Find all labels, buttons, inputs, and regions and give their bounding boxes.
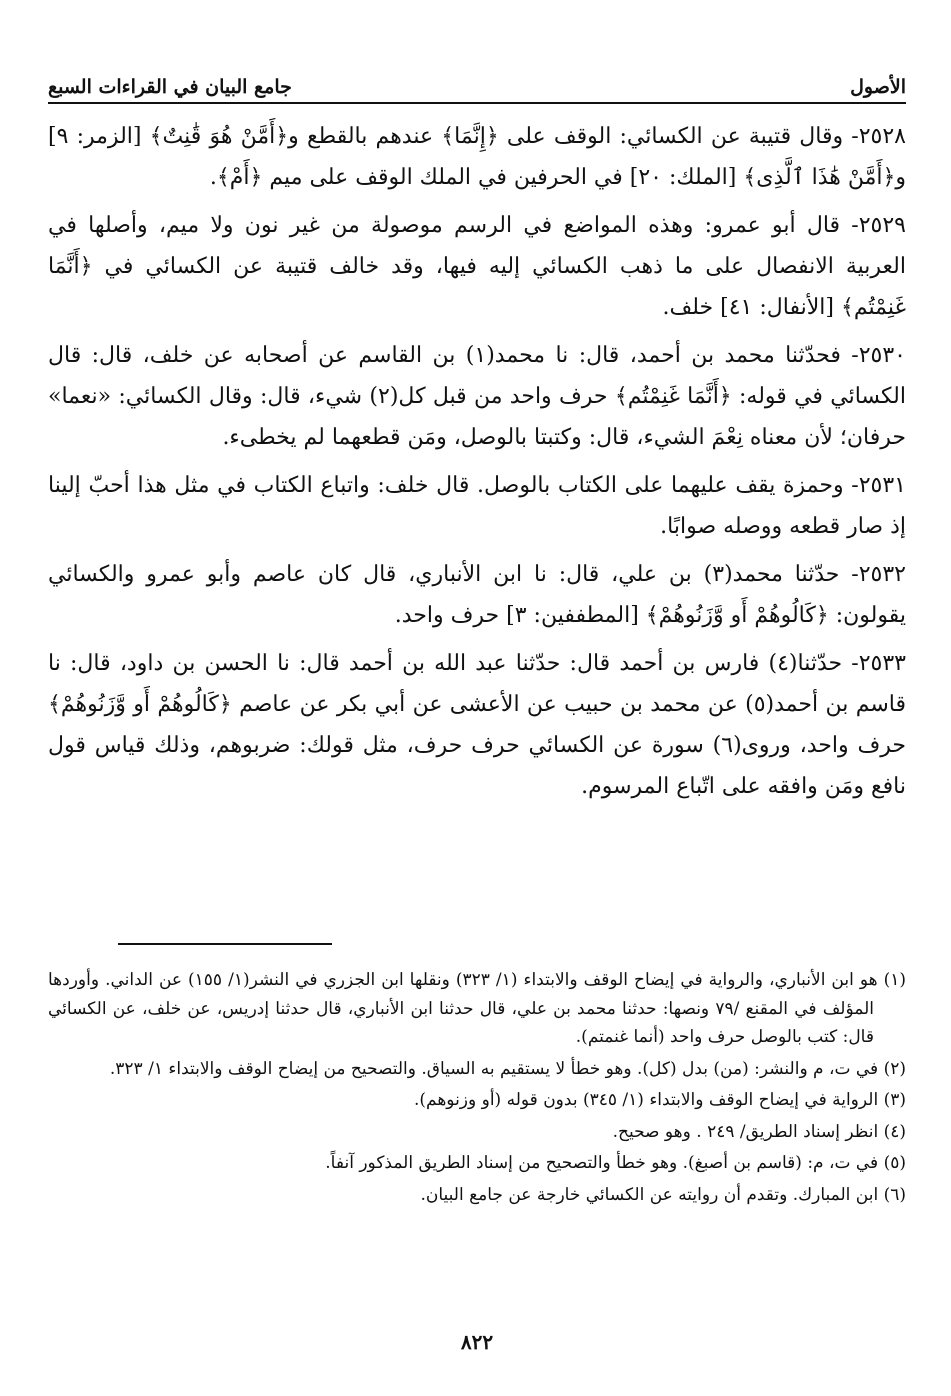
paragraph-2529: ٢٥٢٩- قال أبو عمرو: وهذه المواضع في الرسم موصولة من غير نون ولا ميم، وأصلها في العربية الانفصال على ما ذهب الكسائي إليه فيها، وقد خالف قتيبة عن الكسائي في ﴿أَنَّمَا غَنِمْتُم﴾ [الأنفال: ٤١] خلف. (48, 213, 906, 320)
paragraph-2530: ٢٥٣٠- فحدّثنا محمد بن أحمد، قال: نا محمد(١) بن القاسم عن أصحابه عن خلف، قال: قال الكسائي في قوله: ﴿أَنَّمَا غَنِمْتُم﴾ حرف واحد من قبل كل(٢) شيء، قال: وقال الكسائي: «نعما» حرفان؛ لأن معناه نِعْمَ الشيء، قال: وكتبتا بالوصل، ومَن قطعهما لم يخطىء. (48, 343, 907, 450)
footnote-5: (٥) في ت، م: (قاسم بن أصبغ). وهو خطأ والتصحيح من إسناد الطريق المذكور آنفاً. (325, 1153, 906, 1173)
running-header (48, 66, 906, 100)
page-number: ٨٢٢ (460, 1330, 494, 1354)
footnote-2: (٢) في ت، م والنشر: (من) بدل (كل). وهو خطأ لا يستقيم به السياق. والتصحيح من إيضاح الوقف والابتداء ١/ ٣٢٣. (109, 1058, 906, 1079)
paragraph-2533: ٢٥٣٣- حدّثنا(٤) فارس بن أحمد قال: حدّثنا عبد الله بن أحمد قال: نا الحسن بن داود، قال: نا قاسم بن أحمد(٥) عن محمد بن حبيب عن الأعشى عن أبي بكر عن عاصم ﴿كَالُوهُمْ أَو وَّزَنُوهُمْ﴾ حرف واحد، وروى(٦) سورة عن الكسائي حرف حرف، مثل قولك: ضربوهم، وذلك قياس قول نافع ومَن وافقه على اتّباع المرسوم. (48, 651, 906, 799)
book-page (48, 66, 906, 1376)
main-text (48, 116, 906, 814)
paragraph-2528: ٢٥٢٨- وقال قتيبة عن الكسائي: الوقف على ﴿إِنَّمَا﴾ عندهم بالقطع و﴿أَمَّنْ هُوَ قَٰنِتٌ﴾ [الزمر: ٩] و﴿أَمَّنْ هَٰذَا ٱلَّذِى﴾ [الملك: ٢٠] في الحرفين في الملك الوقف على ميم ﴿أَمْ﴾. (48, 124, 906, 190)
footnote-separator (118, 943, 332, 945)
footnote-3: (٣) الرواية في إيضاح الوقف والابتداء (١/ ٣٤٥) بدون قوله (أو وزنوهم). (413, 1090, 906, 1110)
paragraph-2532: ٢٥٣٢- حدّثنا محمد(٣) بن علي، قال: نا ابن الأنباري، قال كان عاصم وأبو عمرو والكسائي يقولون: ﴿كَالُوهُمْ أَو وَّزَنُوهُمْ﴾ [المطففين: ٣] حرف واحد. (48, 562, 906, 628)
footnote-6: (٦) ابن المبارك. وتقدم أن روايته عن الكسائي خارجة عن جامع البيان. (420, 1184, 906, 1205)
footnote-4: (٤) انظر إسناد الطريق/ ٢٤٩ . وهو صحيح. (612, 1121, 906, 1142)
paragraph-2531: ٢٥٣١- وحمزة يقف عليهما على الكتاب بالوصل. قال خلف: واتباع الكتاب في مثل هذا أحبّ إلينا إذ صار قطعه ووصله صوابًا. (48, 473, 906, 539)
chapter-title: الأصول (850, 76, 906, 98)
header-rule (48, 102, 906, 104)
footnotes (48, 966, 906, 1212)
book-title: جامع البيان في القراءات السبع (48, 76, 292, 98)
footnote-1: (١) هو ابن الأنباري، والرواية في إيضاح الوقف والابتداء (١/ ٣٢٣) ونقلها ابن الجزري في النشر(١/ ١٥٥) عن الداني. وأوردها المؤلف في المقنع /٧٩ ونصها: حدثنا محمد بن علي، قال حدثنا ابن الأنباري، قال حدثنا إدريس، عن خلف، عن الكسائي قال: كتب بالوصل حرف واحد (أنما غنمتم). (48, 970, 906, 1047)
